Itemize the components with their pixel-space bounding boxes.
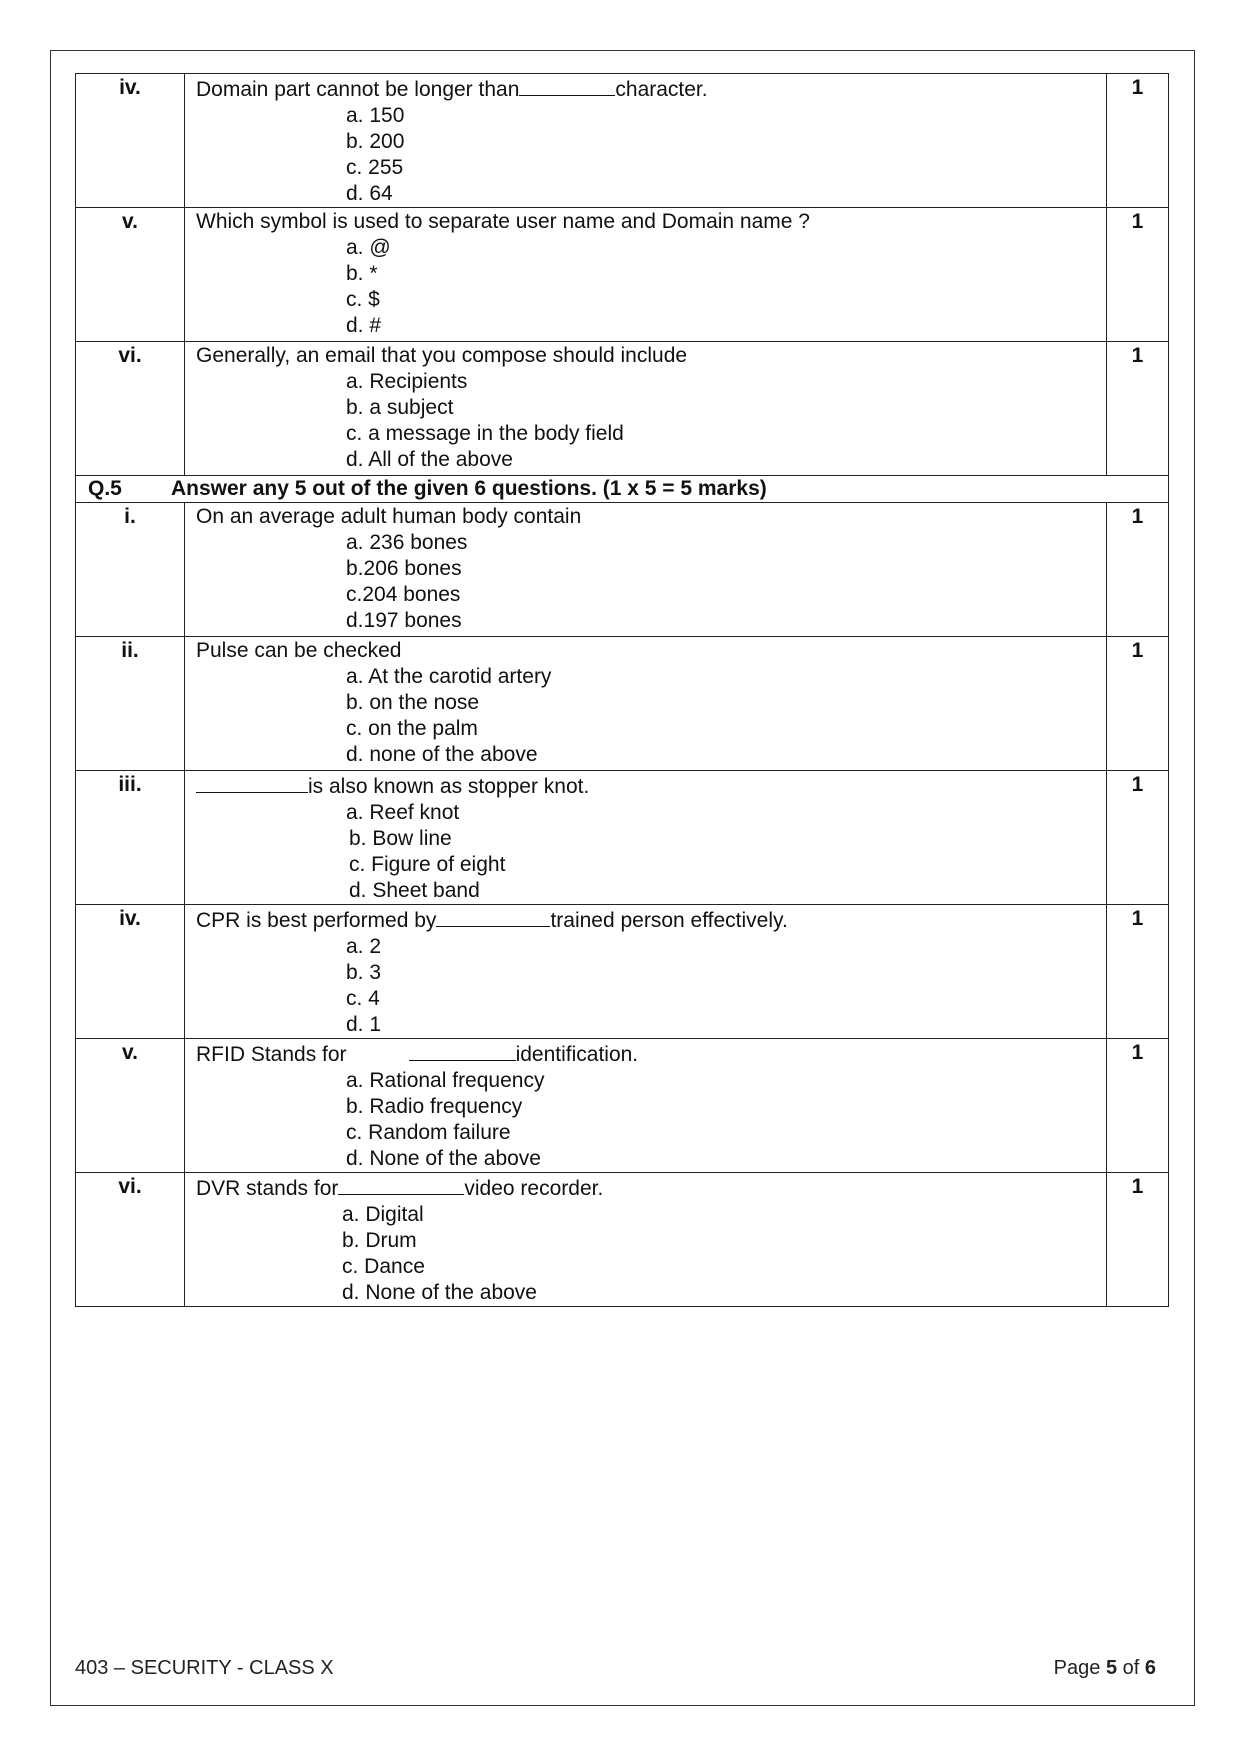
question-mark: 1 — [1107, 1039, 1169, 1173]
question-number: iv. — [76, 905, 185, 1039]
answer-blank — [409, 1040, 516, 1061]
option: d. none of the above — [346, 743, 538, 766]
option: d. None of the above — [342, 1281, 537, 1304]
option: b. Bow line — [349, 827, 452, 850]
option: d. 1 — [346, 1013, 382, 1036]
question-mark: 1 — [1107, 637, 1169, 771]
question-text: Domain part cannot be longer than character. — [196, 75, 1106, 103]
question-table — [75, 73, 1169, 1307]
section-instruction: Answer any 5 out of the given 6 questions. (1 x 5 = 5 marks) — [171, 477, 767, 500]
option: d. None of the above — [346, 1147, 541, 1170]
options-list — [346, 1068, 1106, 1172]
options-list — [346, 800, 1106, 904]
option: c. 4 — [346, 987, 380, 1010]
table-row — [76, 342, 1169, 476]
table-row — [76, 208, 1169, 342]
option: b. Drum — [342, 1229, 417, 1252]
question-cell — [185, 208, 1107, 342]
option: c.204 bones — [346, 583, 461, 606]
option: a. 2 — [346, 935, 382, 958]
option: c. on the palm — [346, 717, 478, 740]
option: b. 3 — [346, 961, 382, 984]
options-list — [346, 664, 1106, 768]
option: a. Recipients — [346, 370, 468, 393]
question-text: Pulse can be checked — [196, 639, 402, 662]
option: a. Digital — [342, 1203, 424, 1226]
question-cell — [185, 503, 1107, 637]
question-text: DVR stands for video recorder. — [196, 1174, 1106, 1202]
option: c. a message in the body field — [346, 422, 624, 445]
question-text: RFID Stands for identification. — [196, 1040, 1106, 1068]
options-list — [342, 1202, 1106, 1306]
question-text: Generally, an email that you compose should include — [196, 344, 688, 367]
question-cell — [185, 905, 1107, 1039]
footer-subject: 403 – SECURITY - CLASS X — [75, 1657, 334, 1679]
table-row — [76, 503, 1169, 637]
question-text: is also known as stopper knot. — [196, 772, 1106, 800]
option: b. a subject — [346, 396, 454, 419]
question-text: Which symbol is used to separate user name and Domain name ? — [196, 210, 810, 233]
table-row — [76, 771, 1169, 905]
option: b. 200 — [346, 130, 405, 153]
options-list — [346, 235, 1106, 339]
option: b.206 bones — [346, 557, 462, 580]
question-mark: 1 — [1107, 1173, 1169, 1307]
option: d. 64 — [346, 182, 393, 205]
question-text: CPR is best performed by trained person effectively. — [196, 906, 1106, 934]
options-list — [346, 934, 1106, 1038]
option: c. Random failure — [346, 1121, 511, 1144]
table-row — [76, 1173, 1169, 1307]
options-list — [346, 103, 1106, 207]
table-row — [76, 637, 1169, 771]
option: b. * — [346, 262, 378, 285]
table-row — [76, 905, 1169, 1039]
question-cell — [185, 771, 1107, 905]
option: a. Rational frequency — [346, 1069, 545, 1092]
question-number: i. — [76, 503, 185, 637]
question-number: v. — [76, 1039, 185, 1173]
question-cell — [185, 342, 1107, 476]
option: c. $ — [346, 288, 380, 311]
answer-blank — [519, 75, 615, 96]
option: a. At the carotid artery — [346, 665, 552, 688]
section-header — [76, 476, 1169, 503]
question-number: vi. — [76, 1173, 185, 1307]
option: b. Radio frequency — [346, 1095, 523, 1118]
question-mark: 1 — [1107, 771, 1169, 905]
question-text: On an average adult human body contain — [196, 505, 582, 528]
answer-blank — [196, 772, 308, 793]
answer-blank — [436, 906, 550, 927]
question-mark: 1 — [1107, 342, 1169, 476]
question-number: ii. — [76, 637, 185, 771]
option: a. 150 — [346, 104, 405, 127]
section-number: Q.5 — [88, 477, 122, 500]
option: c. 255 — [346, 156, 404, 179]
footer-page-number: Page 5 of 6 — [1053, 1657, 1156, 1679]
option: d. # — [346, 314, 382, 337]
section-header-row — [76, 476, 1169, 503]
answer-blank — [338, 1174, 464, 1195]
question-mark: 1 — [1107, 503, 1169, 637]
option: c. Dance — [342, 1255, 425, 1278]
question-number: v. — [76, 208, 185, 342]
question-number: iv. — [76, 74, 185, 208]
option: b. on the nose — [346, 691, 480, 714]
table-row — [76, 74, 1169, 208]
question-cell — [185, 74, 1107, 208]
question-cell — [185, 1173, 1107, 1307]
question-number: iii. — [76, 771, 185, 905]
question-mark: 1 — [1107, 208, 1169, 342]
question-cell — [185, 637, 1107, 771]
option: a. Reef knot — [346, 801, 460, 824]
options-list — [346, 369, 1106, 473]
question-mark: 1 — [1107, 905, 1169, 1039]
options-list — [346, 530, 1106, 634]
option: d. All of the above — [346, 448, 513, 471]
option: d.197 bones — [346, 609, 462, 632]
option: a. 236 bones — [346, 531, 468, 554]
option: c. Figure of eight — [349, 853, 506, 876]
table-row — [76, 1039, 1169, 1173]
question-mark: 1 — [1107, 74, 1169, 208]
option: d. Sheet band — [349, 879, 480, 902]
option: a. @ — [346, 236, 391, 259]
question-number: vi. — [76, 342, 185, 476]
question-cell — [185, 1039, 1107, 1173]
